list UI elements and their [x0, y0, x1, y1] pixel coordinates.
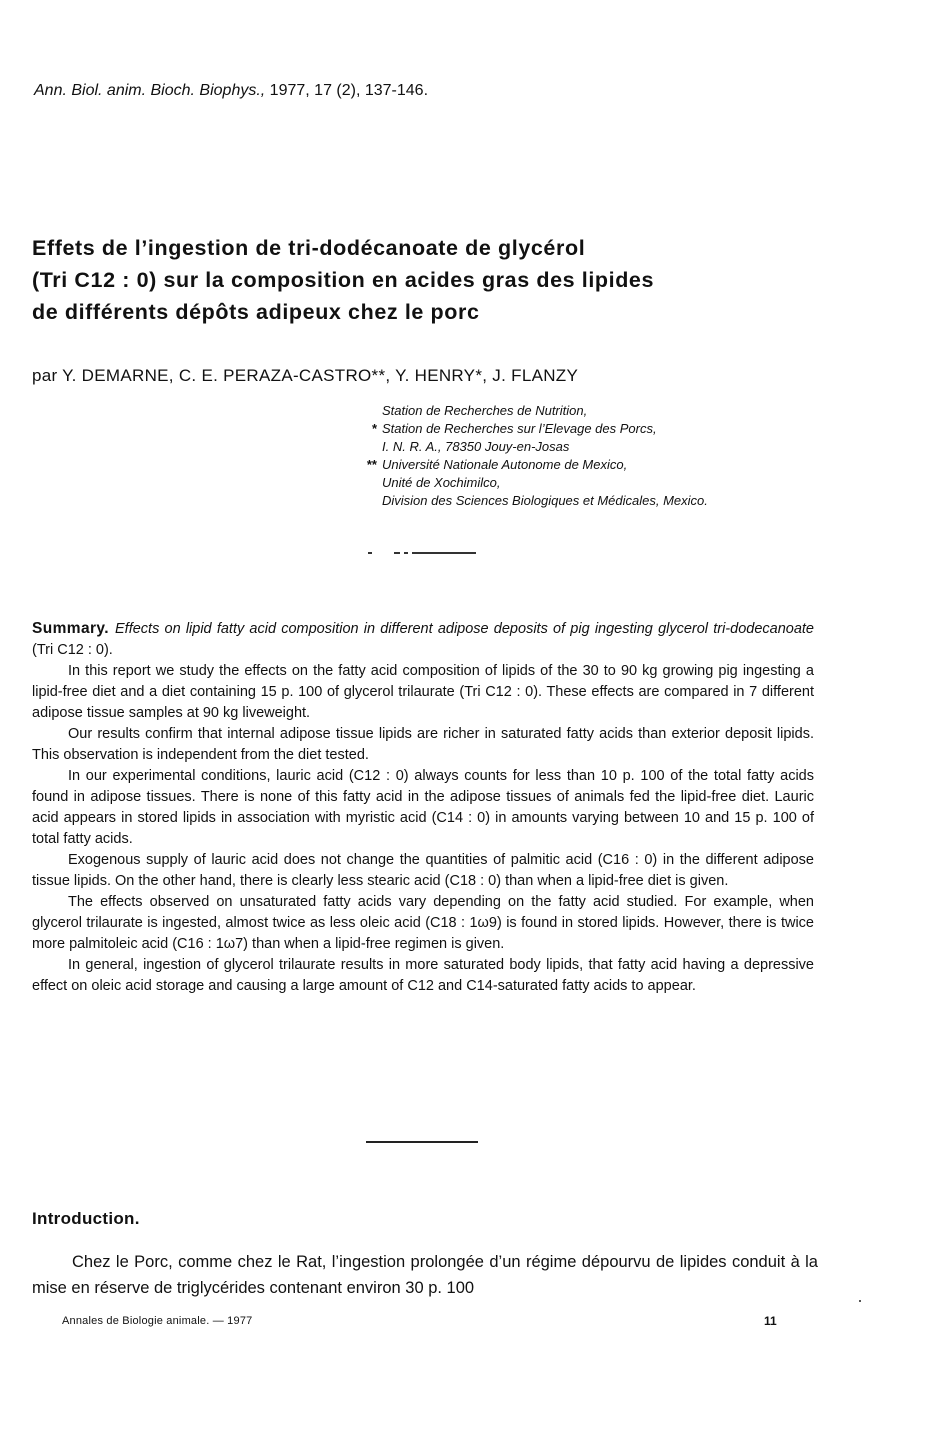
summary-title-tail: (Tri C12 : 0). [32, 642, 113, 658]
article-title [32, 232, 892, 328]
title-line-2: (Tri C12 : 0) sur la composition en acides gras des lipides [32, 268, 655, 292]
title-line-3: de différents dépôts adipeux chez le porc [32, 300, 480, 324]
affiliation-text: Station de Recherches sur l’Elevage des Porcs, [382, 421, 657, 436]
affiliation-line [340, 492, 708, 510]
summary-paragraph: In this report we study the effects on the fatty acid composition of lipids of the 30 to 90 kg growing pig ingesting a lipid-free diet and a diet containing 15 p. 100 of glycerol trilaurate (Tri C12 : 0). These effects are compared in 7 different adipose tissue samples at 90 kg liveweight. [32, 663, 814, 721]
affiliation-mark [340, 402, 382, 420]
introduction-body [32, 1249, 818, 1301]
scan-mark [859, 1300, 861, 1302]
author-list: par Y. DEMARNE, C. E. PERAZA-CASTRO**, Y. HENRY*, J. FLANZY [32, 366, 579, 385]
citation-journal: Ann. Biol. anim. Bioch. Biophys., [34, 82, 266, 99]
introduction-heading: Introduction. [32, 1209, 140, 1228]
affiliation-mark [340, 474, 382, 492]
affiliation-mark: * [371, 421, 377, 436]
summary-section [32, 618, 814, 997]
summary-title: Effects on lipid fatty acid composition in different adipose deposits of pig ingesting glycerol tri-dodecanoate [115, 621, 814, 637]
summary-paragraph: In our experimental conditions, lauric acid (C12 : 0) always counts for less than 10 p. 100 of the total fatty acids found in adipose tissues. There is none of this fatty acid in the adipose tissues of animals fed the lipid-free diet. Lauric acid appears in stored lipids in association with myristic acid (C14 : 0) in amounts varying between 10 and 15 p. 100 of total fatty acids. [32, 768, 814, 847]
affiliation-line [340, 402, 708, 420]
affiliation-text: Unité de Xochimilco, [382, 475, 501, 490]
affiliation-mark [340, 438, 382, 456]
affiliation-line [340, 456, 708, 474]
summary-heading [32, 618, 814, 661]
affiliation-mark [340, 492, 382, 510]
summary-paragraph: The effects observed on unsaturated fatty acids vary depending on the fatty acid studied. For example, when glycerol trilaurate is ingested, almost twice as less oleic acid (C18 : 1ω9) is found in stored lipids. However, there is twice more palmitoleic acid (C16 : 1ω7) than when a lipid-free regimen is given. [32, 894, 814, 952]
summary-paragraph: Exogenous supply of lauric acid does not change the quantities of palmitic acid (C16 : 0) in the different adipose tissue lipids. On the other hand, there is clearly less stearic acid (C18 : 0) than when a lipid-free diet is given. [32, 852, 814, 889]
summary-paragraph: In general, ingestion of glycerol trilaurate results in more saturated body lipids, that fatty acid having a depressive effect on oleic acid storage and causing a large amount of C12 and C14-saturated fatty acids to appear. [32, 957, 814, 994]
affiliation-text: Division des Sciences Biologiques et Médicales, Mexico. [382, 493, 708, 508]
citation [34, 82, 428, 100]
title-line-1: Effets de l’ingestion de tri-dodécanoate de glycérol [32, 236, 586, 260]
citation-volume: 1977, 17 (2), 137-146. [265, 82, 429, 99]
affiliations [340, 402, 708, 510]
page-number: 11 [764, 1314, 777, 1328]
separator-dashes [368, 552, 476, 554]
affiliation-line [340, 438, 708, 456]
footer-journal: Annales de Biologie animale. — 1977 [62, 1315, 253, 1327]
introduction-paragraph: Chez le Porc, comme chez le Rat, l’ingestion prolongée d’un régime dépourvu de lipides conduit à la mise en réserve de triglycérides contenant environ 30 p. 100 [32, 1253, 818, 1297]
summary-label: Summary. [32, 620, 109, 637]
affiliation-text: Station de Recherches de Nutrition, [382, 403, 588, 418]
affiliation-line [340, 420, 708, 438]
summary-paragraph: Our results confirm that internal adipose tissue lipids are richer in saturated fatty acids than exterior deposit lipids. This observation is independent from the diet tested. [32, 726, 814, 763]
affiliation-text: I. N. R. A., 78350 Jouy-en-Josas [382, 439, 570, 454]
section-rule [366, 1141, 478, 1143]
affiliation-line [340, 474, 708, 492]
affiliation-mark: ** [366, 457, 377, 472]
affiliation-text: Université Nationale Autonome de Mexico, [382, 457, 628, 472]
